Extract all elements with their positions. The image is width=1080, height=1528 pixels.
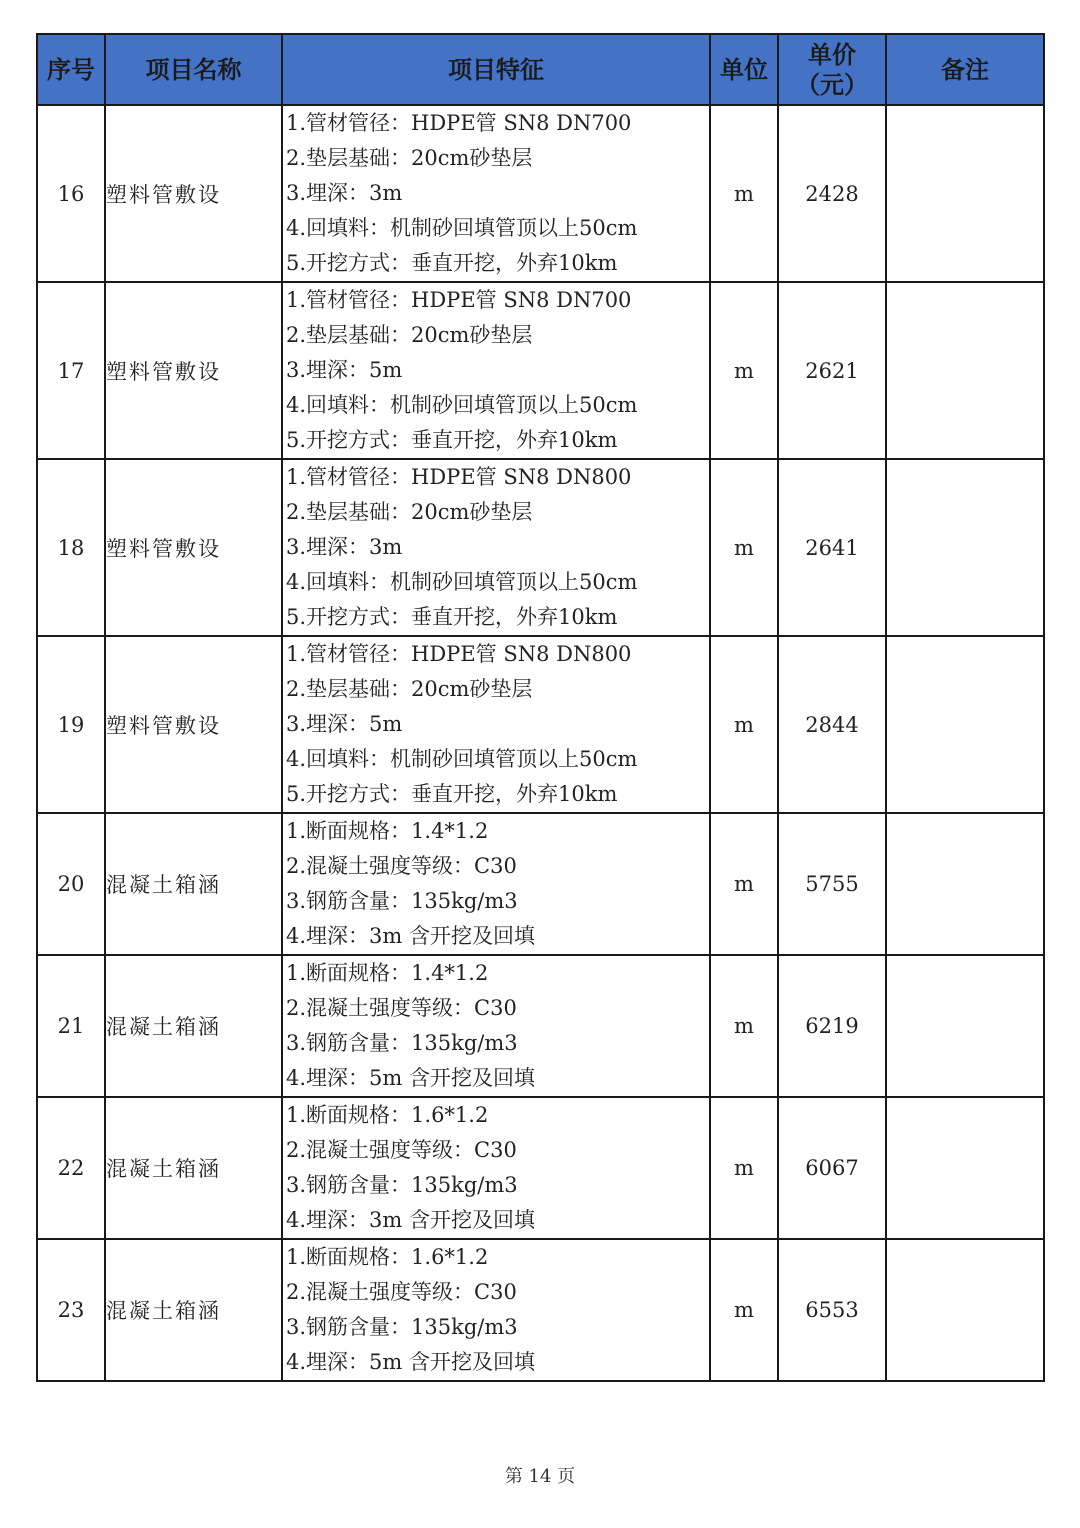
- table-body: [37, 105, 1044, 1381]
- header-features: 项目特征: [282, 34, 710, 105]
- feature-line: 2.混凝土强度等级：C30: [286, 1138, 517, 1162]
- unit-price: 6553: [778, 1239, 886, 1381]
- feature-line: 4.回填料：机制砂回填管顶以上50cm: [286, 393, 638, 417]
- feature-line: 4.回填料：机制砂回填管顶以上50cm: [286, 747, 638, 771]
- feature-line: 1.管材管径：HDPE管 SN8 DN700: [286, 288, 632, 312]
- item-name: 塑料管敷设: [105, 282, 282, 459]
- unit: m: [710, 282, 778, 459]
- table-row: [37, 813, 1044, 955]
- table-row: [37, 282, 1044, 459]
- feature-line: 1.断面规格：1.4*1.2: [286, 961, 489, 985]
- feature-line: 3.埋深：5m: [286, 712, 403, 736]
- feature-line: 2.垫层基础：20cm砂垫层: [286, 323, 533, 347]
- feature-line: 3.埋深：3m: [286, 535, 403, 559]
- unit-price: 2428: [778, 105, 886, 282]
- row-number: 21: [37, 955, 105, 1097]
- unit: m: [710, 105, 778, 282]
- remark: [886, 636, 1044, 813]
- remark: [886, 282, 1044, 459]
- item-name: 混凝土箱涵: [105, 1239, 282, 1381]
- feature-line: 2.垫层基础：20cm砂垫层: [286, 677, 533, 701]
- unit-price: 2844: [778, 636, 886, 813]
- header-name: 项目名称: [105, 34, 282, 105]
- table-row: [37, 459, 1044, 636]
- item-name: 混凝土箱涵: [105, 813, 282, 955]
- table-row: [37, 1239, 1044, 1381]
- item-name: 塑料管敷设: [105, 636, 282, 813]
- feature-line: 4.埋深：3m 含开挖及回填: [286, 1208, 535, 1232]
- feature-line: 3.埋深：3m: [286, 181, 403, 205]
- row-number: 16: [37, 105, 105, 282]
- feature-line: 2.混凝土强度等级：C30: [286, 854, 517, 878]
- item-features: [282, 282, 710, 459]
- unit: m: [710, 636, 778, 813]
- feature-line: 4.埋深：5m 含开挖及回填: [286, 1350, 535, 1374]
- feature-line: 2.垫层基础：20cm砂垫层: [286, 500, 533, 524]
- unit-price: 6067: [778, 1097, 886, 1239]
- remark: [886, 1239, 1044, 1381]
- item-name: 混凝土箱涵: [105, 1097, 282, 1239]
- item-name: 塑料管敷设: [105, 105, 282, 282]
- item-features: [282, 1239, 710, 1381]
- remark: [886, 1097, 1044, 1239]
- item-name: 混凝土箱涵: [105, 955, 282, 1097]
- unit-price: 2621: [778, 282, 886, 459]
- item-features: [282, 1097, 710, 1239]
- table-row: [37, 636, 1044, 813]
- table-row: [37, 105, 1044, 282]
- table-row: [37, 1097, 1044, 1239]
- item-name: 塑料管敷设: [105, 459, 282, 636]
- item-features: [282, 955, 710, 1097]
- row-number: 20: [37, 813, 105, 955]
- feature-line: 1.管材管径：HDPE管 SN8 DN800: [286, 642, 632, 666]
- unit-price: 5755: [778, 813, 886, 955]
- feature-line: 1.管材管径：HDPE管 SN8 DN800: [286, 465, 632, 489]
- item-features: [282, 105, 710, 282]
- header-unit: 单位: [710, 34, 778, 105]
- unit: m: [710, 1239, 778, 1381]
- feature-line: 3.钢筋含量：135kg/m3: [286, 1315, 518, 1339]
- header-remark: 备注: [886, 34, 1044, 105]
- feature-line: 4.回填料：机制砂回填管顶以上50cm: [286, 216, 638, 240]
- feature-line: 1.断面规格：1.4*1.2: [286, 819, 489, 843]
- feature-line: 5.开挖方式：垂直开挖，外弃10km: [286, 428, 618, 452]
- feature-line: 2.垫层基础：20cm砂垫层: [286, 146, 533, 170]
- header-no: 序号: [37, 34, 105, 105]
- page-number: 第 14 页: [504, 1466, 576, 1487]
- row-number: 19: [37, 636, 105, 813]
- unit: m: [710, 955, 778, 1097]
- item-features: [282, 636, 710, 813]
- remark: [886, 105, 1044, 282]
- feature-line: 3.钢筋含量：135kg/m3: [286, 1173, 518, 1197]
- feature-line: 1.断面规格：1.6*1.2: [286, 1103, 489, 1127]
- unit: m: [710, 1097, 778, 1239]
- table-row: [37, 955, 1044, 1097]
- feature-line: 3.埋深：5m: [286, 358, 403, 382]
- header-price: 单价（元）: [778, 34, 886, 105]
- remark: [886, 955, 1044, 1097]
- bill-of-quantities-table: [36, 33, 1045, 1382]
- remark: [886, 813, 1044, 955]
- feature-line: 5.开挖方式：垂直开挖，外弃10km: [286, 251, 618, 275]
- feature-line: 3.钢筋含量：135kg/m3: [286, 889, 518, 913]
- remark: [886, 459, 1044, 636]
- feature-line: 4.埋深：5m 含开挖及回填: [286, 1066, 535, 1090]
- row-number: 22: [37, 1097, 105, 1239]
- feature-line: 4.埋深：3m 含开挖及回填: [286, 924, 535, 948]
- feature-line: 3.钢筋含量：135kg/m3: [286, 1031, 518, 1055]
- row-number: 17: [37, 282, 105, 459]
- feature-line: 5.开挖方式：垂直开挖，外弃10km: [286, 605, 618, 629]
- feature-line: 5.开挖方式：垂直开挖，外弃10km: [286, 782, 618, 806]
- feature-line: 1.管材管径：HDPE管 SN8 DN700: [286, 111, 632, 135]
- feature-line: 2.混凝土强度等级：C30: [286, 996, 517, 1020]
- feature-line: 4.回填料：机制砂回填管顶以上50cm: [286, 570, 638, 594]
- unit: m: [710, 459, 778, 636]
- item-features: [282, 813, 710, 955]
- feature-line: 2.混凝土强度等级：C30: [286, 1280, 517, 1304]
- feature-line: 1.断面规格：1.6*1.2: [286, 1245, 489, 1269]
- row-number: 18: [37, 459, 105, 636]
- unit: m: [710, 813, 778, 955]
- unit-price: 2641: [778, 459, 886, 636]
- table-header-row: [37, 34, 1044, 105]
- unit-price: 6219: [778, 955, 886, 1097]
- row-number: 23: [37, 1239, 105, 1381]
- item-features: [282, 459, 710, 636]
